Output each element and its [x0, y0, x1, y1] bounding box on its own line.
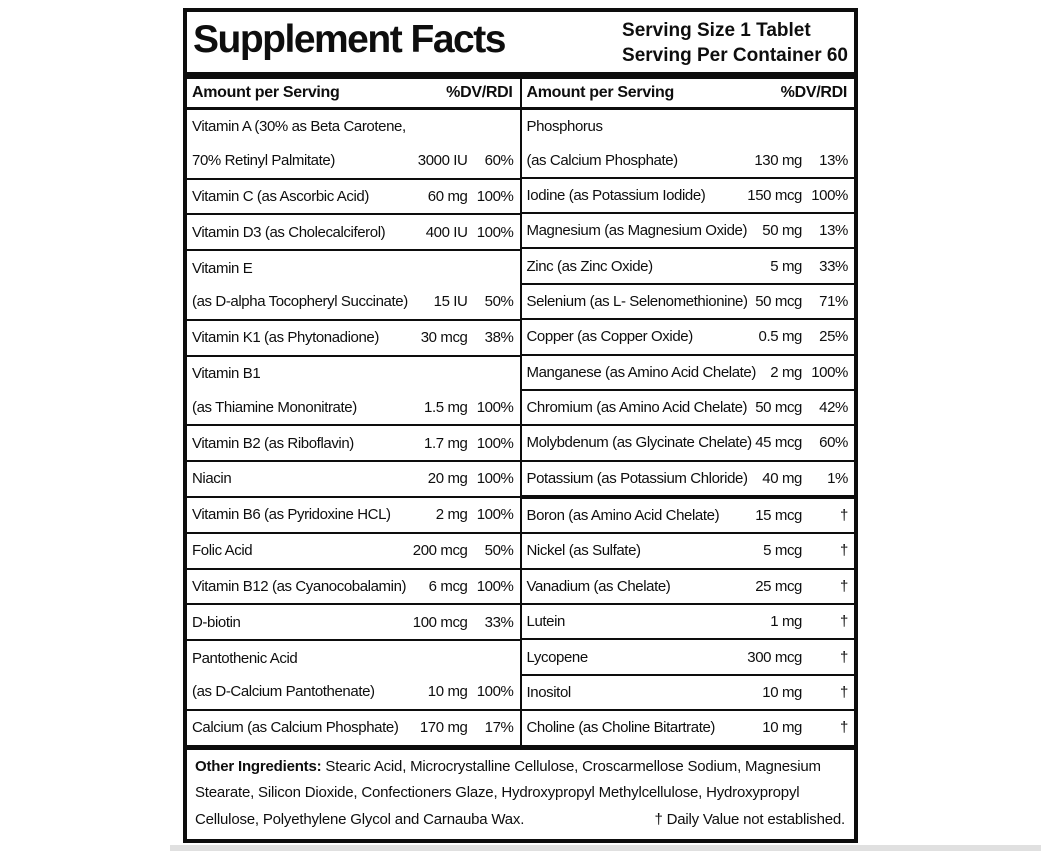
nutrient-name-line: Selenium (as L- Selenomethionine)	[526, 292, 748, 310]
amount-per-serving-header: Amount per Serving	[192, 84, 340, 101]
nutrient-dv-percent: †	[840, 542, 848, 560]
nutrient-name	[192, 711, 406, 745]
nutrient-name	[526, 356, 756, 389]
nutrient-row	[522, 711, 855, 744]
nutrient-name-line: Vitamin B2 (as Riboflavin)	[192, 434, 354, 452]
nutrient-name	[527, 249, 741, 282]
nutrient-row	[522, 426, 855, 461]
daily-value-note: † Daily Value not established.	[654, 810, 845, 828]
nutrient-name-line: Nickel (as Sulfate)	[526, 542, 641, 560]
nutrient-dv-percent: 100%	[476, 506, 514, 524]
nutrient-amount: 15 IU	[433, 293, 468, 311]
nutrient-dv-percent: †	[840, 648, 848, 666]
nutrient-name	[192, 641, 406, 709]
nutrient-row	[187, 605, 520, 641]
nutrient-dv-percent: 100%	[476, 398, 514, 416]
label-header	[187, 12, 854, 72]
other-ingredients-section	[187, 750, 854, 840]
nutrient-amount: 50 mcg	[755, 399, 802, 417]
nutrient-row	[522, 676, 855, 711]
nutrient-amount: 10 mg	[427, 683, 468, 701]
nutrient-amount: 2 mg	[770, 363, 802, 381]
nutrient-name	[526, 426, 752, 459]
nutrient-name-line: Inositol	[526, 683, 571, 701]
nutrient-amount: 6 mcg	[428, 577, 468, 595]
nutrient-amount: 15 mcg	[755, 507, 802, 525]
nutrient-amount: 5 mcg	[763, 542, 802, 560]
nutrient-name-line: Copper (as Copper Oxide)	[526, 328, 693, 346]
nutrient-name	[526, 285, 748, 318]
amount-per-serving-header: Amount per Serving	[526, 84, 675, 101]
nutrient-amount: 50 mg	[762, 222, 802, 240]
nutrient-name	[527, 640, 741, 673]
nutrient-row	[187, 215, 520, 251]
nutrient-row	[522, 285, 855, 320]
nutrient-dv-percent: †	[840, 719, 848, 737]
nutrient-name	[192, 110, 406, 178]
nutrient-dv-percent: 60%	[484, 152, 514, 170]
nutrient-amount: 100 mcg	[412, 613, 468, 631]
nutrient-name-line: Iodine (as Potassium Iodide)	[526, 186, 706, 204]
nutrient-name-line: Phosphorus	[526, 118, 603, 136]
nutrient-row	[187, 641, 520, 711]
nutrient-row	[522, 249, 855, 284]
nutrient-name-line: Vitamin A (30% as Beta Carotene,	[192, 118, 406, 136]
nutrient-rows-left	[187, 110, 520, 745]
nutrient-name-line: 70% Retinyl Palmitate)	[192, 152, 335, 170]
nutrient-row	[522, 356, 855, 391]
nutrient-amount: 200 mcg	[412, 542, 468, 560]
nutrient-amount: 60 mg	[427, 188, 468, 206]
nutrient-name-line: Vitamin B6 (as Pyridoxine HCL)	[192, 506, 391, 524]
nutrient-dv-percent: 25%	[819, 328, 848, 346]
nutrient-name-line: Potassium (as Potassium Chloride)	[526, 469, 748, 487]
dv-rdi-header: %DV/RDI	[446, 84, 513, 101]
nutrient-name-line: Vitamin B12 (as Cyanocobalamin)	[192, 577, 407, 595]
nutrient-row	[522, 320, 855, 355]
nutrient-row	[522, 640, 855, 675]
nutrient-row	[522, 534, 855, 569]
nutrient-row	[187, 321, 520, 357]
serving-info	[622, 14, 848, 68]
nutrient-dv-percent: 60%	[819, 434, 848, 452]
nutrient-row	[522, 179, 855, 214]
nutrient-dv-percent: 50%	[484, 293, 514, 311]
nutrient-row	[522, 605, 855, 640]
nutrient-dv-percent: 50%	[484, 542, 514, 560]
nutrient-amount: 10 mg	[762, 719, 802, 737]
nutrient-name-line: Vanadium (as Chelate)	[526, 577, 671, 595]
nutrient-name-line: Chromium (as Amino Acid Chelate)	[526, 399, 748, 417]
nutrient-name	[527, 711, 741, 744]
nutrient-name-line: Vitamin K1 (as Phytonadione)	[192, 329, 379, 347]
nutrient-amount: 25 mcg	[755, 577, 802, 595]
nutrient-amount: 1.5 mg	[424, 398, 468, 416]
nutrient-name-line: Vitamin C (as Ascorbic Acid)	[192, 188, 369, 206]
nutrient-name-line: (as Calcium Phosphate)	[526, 151, 678, 169]
nutrient-dv-percent: 100%	[476, 470, 514, 488]
nutrient-row	[187, 251, 520, 321]
serving-size-text: Serving Size 1 Tablet	[622, 20, 811, 41]
nutrient-amount: 45 mcg	[755, 434, 802, 452]
nutrient-name	[526, 391, 748, 424]
nutrient-amount: 1 mg	[770, 613, 802, 631]
nutrient-row	[522, 214, 855, 249]
nutrient-name	[192, 570, 406, 604]
nutrient-name	[527, 605, 741, 638]
nutrient-name-line: D-biotin	[192, 613, 241, 631]
nutrient-dv-percent: 100%	[476, 434, 514, 452]
nutrient-name	[527, 179, 741, 212]
nutrient-name	[526, 462, 748, 495]
nutrient-name-line: Boron (as Amino Acid Chelate)	[526, 507, 720, 525]
nutrient-name	[192, 180, 406, 214]
nutrient-name	[527, 534, 741, 567]
nutrient-dv-percent: †	[840, 507, 848, 525]
nutrient-name	[192, 498, 406, 532]
nutrient-amount: 5 mg	[770, 257, 802, 275]
nutrient-name-line: Manganese (as Amino Acid Chelate)	[526, 363, 756, 381]
nutrient-amount: 0.5 mg	[758, 328, 802, 346]
servings-per-container-text: Serving Per Container 60	[622, 45, 848, 66]
nutrient-dv-percent: 42%	[819, 399, 848, 417]
background-shade	[170, 845, 1041, 851]
nutrient-row	[187, 570, 520, 606]
nutrient-dv-percent: 100%	[811, 363, 848, 381]
nutrient-name-line: Lycopene	[526, 648, 588, 666]
nutrient-name-line: (as D-alpha Tocopheryl Succinate)	[192, 293, 408, 311]
nutrient-amount: 400 IU	[425, 223, 468, 241]
nutrient-name-line: Folic Acid	[192, 542, 253, 560]
nutrient-amount: 30 mcg	[420, 329, 468, 347]
supplement-facts-label	[183, 8, 858, 843]
nutrient-name-line: Molybdenum (as Glycinate Chelate)	[526, 434, 752, 452]
title-divider-rule	[187, 72, 854, 79]
nutrient-name-line: Vitamin D3 (as Cholecalciferol)	[192, 223, 386, 241]
nutrient-name	[192, 215, 406, 249]
other-ingredients-label: Other Ingredients:	[195, 757, 322, 775]
nutrient-dv-percent: 100%	[476, 188, 514, 206]
nutrient-name	[527, 676, 741, 709]
nutrient-row	[522, 570, 855, 605]
other-ingredients-text: Stearic Acid, Microcrystalline Cellulose, Croscarmellose Sodium, Magnesium Stearate, Silicon Dioxide, Confectioners Glaze, Hydroxypropyl Methylcellulose, Hydroxypropyl Cellulose, Polyethylene Glycol and Carnauba Wax.	[195, 757, 821, 828]
nutrient-dv-percent: 33%	[819, 257, 848, 275]
nutrient-dv-percent: †	[840, 683, 848, 701]
nutrient-dv-percent: 17%	[484, 719, 514, 737]
nutrient-dv-percent: 1%	[827, 469, 848, 487]
nutrient-row	[522, 499, 855, 534]
nutrient-row	[187, 462, 520, 498]
nutrient-amount: 300 mcg	[747, 648, 802, 666]
nutrient-row	[522, 462, 855, 499]
nutrient-dv-percent: †	[840, 613, 848, 631]
nutrient-name	[527, 499, 741, 532]
nutrient-amount: 2 mg	[435, 506, 468, 524]
nutrient-row	[187, 110, 520, 180]
nutrients-column-left	[187, 79, 520, 745]
nutrient-name-line: Vitamin E	[192, 259, 253, 277]
nutrient-dv-percent: 100%	[476, 223, 514, 241]
nutrient-name-line: Zinc (as Zinc Oxide)	[526, 257, 653, 275]
nutrient-name	[192, 321, 406, 355]
nutrient-name-line: Niacin	[192, 470, 232, 488]
nutrient-dv-percent: 33%	[484, 613, 514, 631]
nutrient-row	[187, 357, 520, 427]
nutrient-name	[192, 426, 406, 460]
nutrient-dv-percent: †	[840, 577, 848, 595]
nutrient-amount: 10 mg	[762, 683, 802, 701]
nutrient-row	[187, 426, 520, 462]
nutrient-row	[522, 110, 855, 179]
nutrient-name-line: Choline (as Choline Bitartrate)	[526, 719, 716, 737]
dv-rdi-header: %DV/RDI	[780, 84, 847, 101]
nutrient-name-line: Magnesium (as Magnesium Oxide)	[526, 222, 748, 240]
nutrient-amount: 20 mg	[427, 470, 468, 488]
nutrient-row	[187, 711, 520, 745]
nutrient-amount: 50 mcg	[755, 292, 802, 310]
nutrient-row	[187, 534, 520, 570]
nutrient-name	[192, 251, 406, 319]
nutrient-dv-percent: 13%	[819, 222, 848, 240]
nutrient-amount: 40 mg	[762, 469, 802, 487]
nutrient-name-line: Lutein	[526, 613, 565, 631]
nutrient-dv-percent: 100%	[476, 683, 514, 701]
nutrient-name	[192, 357, 406, 425]
nutrient-dv-percent: 100%	[476, 577, 514, 595]
nutrient-amount: 130 mg	[754, 151, 802, 169]
column-header-left	[187, 79, 520, 110]
nutrient-dv-percent: 71%	[819, 292, 848, 310]
nutrient-dv-percent: 38%	[484, 329, 514, 347]
nutrient-row	[187, 180, 520, 216]
nutrient-name-line: Vitamin B1	[192, 365, 261, 383]
nutrient-name	[527, 320, 741, 353]
nutrient-amount: 3000 IU	[417, 152, 468, 170]
nutrient-dv-percent: 100%	[811, 186, 848, 204]
nutrient-name	[192, 605, 406, 639]
nutrient-amount: 1.7 mg	[424, 434, 468, 452]
column-header-right	[522, 79, 855, 110]
nutrient-name	[192, 462, 406, 496]
nutrient-amount: 170 mg	[419, 719, 468, 737]
nutrient-name-line: (as Thiamine Mononitrate)	[192, 398, 357, 416]
nutrients-column-right	[522, 79, 855, 745]
nutrient-name	[527, 570, 741, 603]
nutrient-name	[192, 534, 406, 568]
nutrient-name-line: Calcium (as Calcium Phosphate)	[192, 719, 399, 737]
nutrient-amount: 150 mcg	[747, 186, 802, 204]
nutrients-table	[187, 79, 854, 745]
nutrient-dv-percent: 13%	[819, 151, 848, 169]
nutrient-name-line: Pantothenic Acid	[192, 649, 298, 667]
nutrient-row	[522, 391, 855, 426]
label-title: Supplement Facts	[193, 18, 505, 61]
nutrient-rows-right	[522, 110, 855, 745]
nutrient-name	[527, 110, 741, 177]
nutrient-name-line: (as D-Calcium Pantothenate)	[192, 683, 375, 701]
nutrient-row	[187, 498, 520, 534]
nutrient-name	[526, 214, 748, 247]
